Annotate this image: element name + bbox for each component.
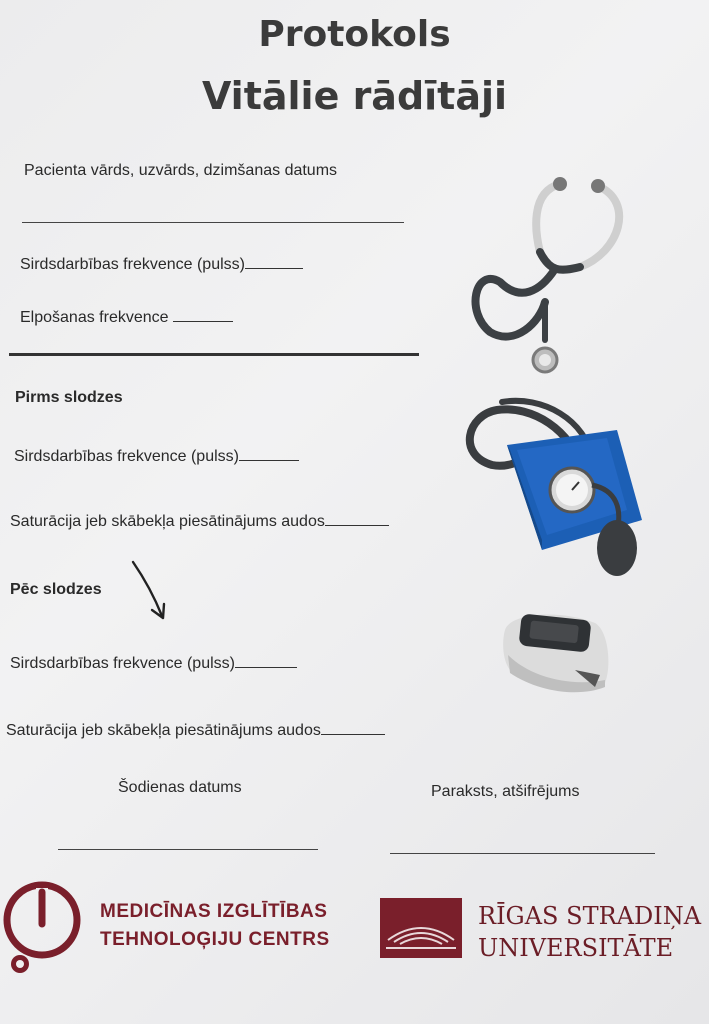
rsu-line1: RĪGAS STRADIŅA	[478, 902, 702, 930]
signature-label: Paraksts, atšifrējums	[431, 783, 580, 800]
rsu-logo-text	[478, 900, 701, 964]
after-saturation-row	[6, 720, 385, 740]
after-pulse-row	[10, 653, 297, 673]
after-saturation-label: Saturācija jeb skābekļa piesātinājums audos	[6, 722, 321, 739]
mitc-logo-text	[100, 898, 330, 954]
date-label: Šodienas datums	[118, 779, 242, 796]
patient-name-field[interactable]	[22, 222, 404, 223]
signature-field[interactable]	[390, 853, 655, 854]
rsu-line2: UNIVERSITĀTE	[478, 934, 674, 962]
before-pulse-row	[14, 446, 299, 466]
mitc-logo-icon	[2, 876, 84, 976]
blood-pressure-cuff-icon	[462, 390, 647, 580]
after-saturation-field[interactable]	[321, 720, 385, 735]
pulse-field[interactable]	[245, 254, 303, 269]
date-field[interactable]	[58, 849, 318, 850]
after-pulse-label: Sirdsdarbības frekvence (pulss)	[10, 655, 235, 672]
pulse-oximeter-icon	[500, 605, 615, 700]
before-pulse-field[interactable]	[239, 446, 299, 461]
after-pulse-field[interactable]	[235, 653, 297, 668]
title-line2: Vitālie rādītāji	[201, 74, 508, 118]
before-saturation-label: Saturācija jeb skābekļa piesātinājums audos	[10, 513, 325, 530]
resp-row	[20, 307, 233, 327]
before-pulse-label: Sirdsdarbības frekvence (pulss)	[14, 448, 239, 465]
arrow-icon	[126, 556, 176, 626]
stethoscope-icon	[460, 172, 635, 382]
resp-field[interactable]	[173, 307, 233, 322]
mitc-line2: TEHNOLOĢIJU CENTRS	[100, 929, 330, 950]
mitc-line1: MEDICĪNAS IZGLĪTĪBAS	[100, 901, 328, 922]
before-saturation-row	[10, 511, 389, 531]
before-heading: Pirms slodzes	[15, 389, 123, 406]
pulse-label: Sirdsdarbības frekvence (pulss)	[20, 256, 245, 273]
after-heading: Pēc slodzes	[10, 581, 102, 598]
section-divider	[9, 353, 419, 356]
pulse-row	[20, 254, 303, 274]
title-line1: Protokols	[258, 14, 451, 55]
before-saturation-field[interactable]	[325, 511, 389, 526]
patient-name-label: Pacienta vārds, uzvārds, dzimšanas datums	[24, 162, 338, 179]
rsu-logo-icon	[380, 898, 462, 958]
resp-label: Elpošanas frekvence	[20, 309, 169, 326]
